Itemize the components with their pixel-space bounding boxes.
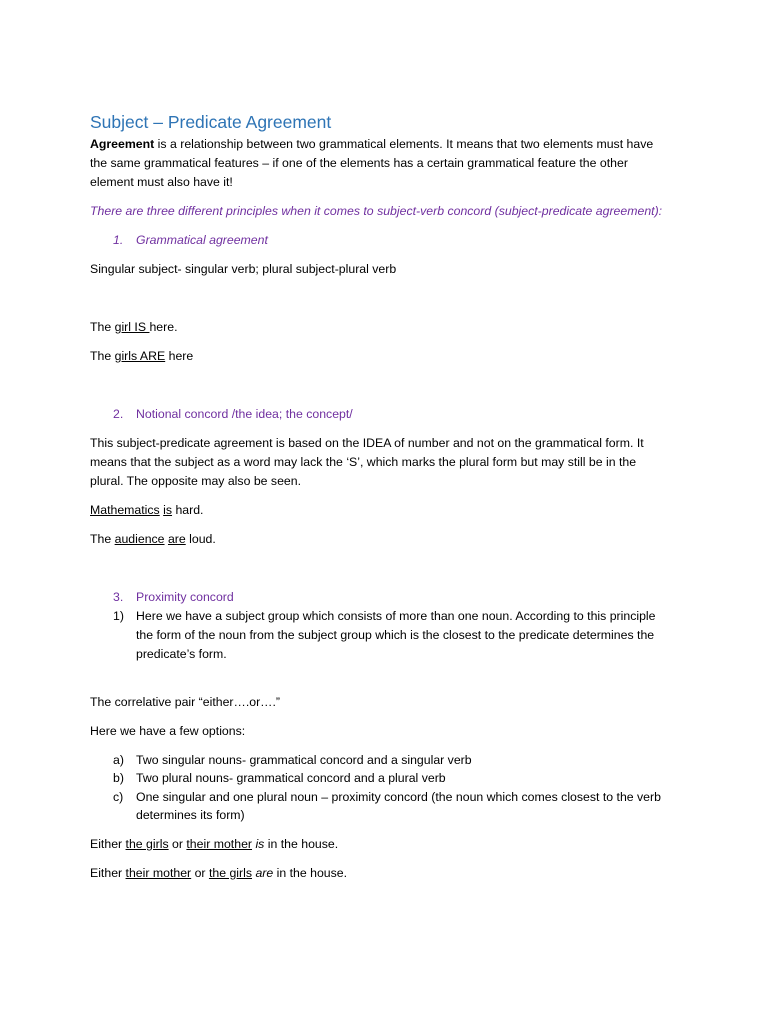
- option-b-number: b): [113, 771, 124, 785]
- underlined-noun: their mother: [186, 837, 253, 851]
- italic-verb: is: [255, 837, 265, 851]
- agreement-term: Agreement: [90, 137, 155, 151]
- underlined-noun: the girls: [125, 837, 169, 851]
- section-3-example-1: [90, 835, 338, 853]
- underlined-subject: girls ARE: [114, 349, 166, 363]
- example-text: or: [168, 837, 187, 851]
- item-1-line-1: Here we have a subject group which consists of more than one noun. According to this principle: [136, 609, 656, 623]
- section-1-example-2: [90, 347, 193, 365]
- example-text: Either: [90, 837, 126, 851]
- section-2-para-line-3: plural. The opposite may also be seen.: [90, 474, 301, 488]
- section-2-para-line-1: This subject-predicate agreement is based on the IDEA of number and not on the grammatical form. It: [90, 436, 644, 450]
- correlative-pair: The correlative pair “either….or….”: [90, 695, 280, 709]
- option-b-text: Two plural nouns- grammatical concord and a plural verb: [136, 771, 446, 785]
- item-1-line-3: predicate’s form.: [136, 647, 227, 661]
- section-1-heading: Grammatical agreement: [136, 233, 268, 247]
- italic-verb: are: [255, 866, 274, 880]
- underlined-verb: are: [167, 532, 186, 546]
- principles-note: There are three different principles when it comes to subject-verb concord (subject-predicate agreement):: [90, 204, 663, 218]
- underlined-subject: audience: [114, 532, 165, 546]
- example-text: in the house.: [264, 837, 339, 851]
- underlined-subject: Mathematics: [90, 503, 160, 517]
- item-1-number: 1): [113, 609, 124, 623]
- example-text: loud.: [185, 532, 216, 546]
- example-text: here.: [149, 320, 178, 334]
- section-1-rule: Singular subject- singular verb; plural subject-plural verb: [90, 262, 397, 276]
- example-text: in the house.: [273, 866, 348, 880]
- option-a-text: Two singular nouns- grammatical concord and a singular verb: [136, 753, 472, 767]
- section-1-number: 1.: [113, 233, 124, 247]
- item-1-line-2: the form of the noun from the subject group which is the closest to the predicate determines the: [136, 628, 655, 642]
- example-text: The: [90, 349, 115, 363]
- section-1-example-1: [90, 318, 178, 336]
- section-2-example-1: [90, 501, 203, 519]
- option-c-number: c): [113, 790, 124, 804]
- example-text: The: [90, 532, 115, 546]
- section-3-number: 3.: [113, 590, 124, 604]
- section-3-heading: Proximity concord: [136, 590, 234, 604]
- section-2-example-2: [90, 530, 216, 548]
- option-a-number: a): [113, 753, 124, 767]
- section-3-example-2: [90, 864, 347, 882]
- example-text: here: [165, 349, 194, 363]
- section-2-number: 2.: [113, 407, 124, 421]
- example-text: or: [191, 866, 209, 880]
- section-2-heading: Notional concord /the idea; the concept/: [136, 407, 353, 421]
- underlined-subject: girl IS: [114, 320, 150, 334]
- page-title: Subject – Predicate Agreement: [90, 112, 332, 132]
- intro-line-3: element must also have it!: [90, 175, 233, 189]
- example-text: The: [90, 320, 115, 334]
- intro-line-2: the same grammatical features – if one of the elements has a certain grammatical feature the other: [90, 156, 628, 170]
- underlined-verb: is: [163, 503, 173, 517]
- options-intro: Here we have a few options:: [90, 724, 246, 738]
- intro-line-1: [90, 135, 653, 153]
- example-text: Either: [90, 866, 126, 880]
- option-c-text: One singular and one plural noun – proximity concord (the noun which comes closest to the verb: [136, 790, 661, 804]
- section-2-para-line-2: means that the subject as a word may lack the ‘S’, which marks the plural form but may still be in the: [90, 455, 637, 469]
- example-text: hard.: [172, 503, 204, 517]
- option-c-text-cont: determines its form): [136, 808, 245, 822]
- underlined-noun: their mother: [125, 866, 192, 880]
- underlined-noun: the girls: [208, 866, 253, 880]
- intro-line-1-text: is a relationship between two grammatical elements. It means that two elements must have: [154, 137, 654, 151]
